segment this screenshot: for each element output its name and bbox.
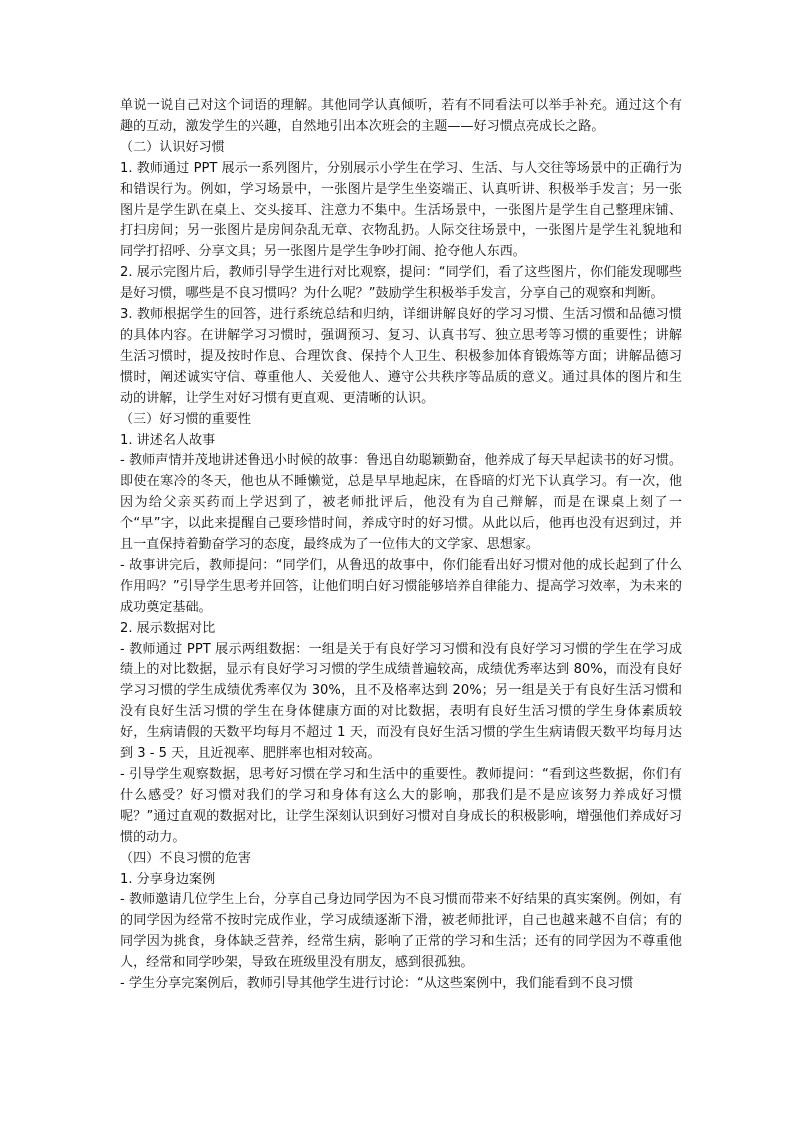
section-heading-bad-habits-harm: （四）不良习惯的危害 [120,850,251,866]
subheading-data-comparison: 2. 展示数据对比 [120,620,216,636]
paragraph-data-question: - 引导学生观察数据，思考好习惯在学习和生活中的重要性。教师提问：“看到这些数据，你们有什么感受？好习惯对我们的学习和身体有这么大的影响，那我们是不是应该努力养成好习惯呢？”通过直观的数据对比，让学生深刻认识到好习惯对自身成长的积极影响，增强他们养成好习惯的动力。 [120,767,682,845]
intro-paragraph: 单说一说自己对这个词语的理解。其他同学认真倾听，若有不同看法可以举手补充。通过这个有趣的互动，激发学生的兴趣，自然地引出本次班会的主题——好习惯点亮成长之路。 [120,98,682,134]
paragraph-luxun-story: - 教师声情并茂地讲述鲁迅小时候的故事：鲁迅自幼聪颖勤奋，他养成了每天早起读书的好习惯。即使在寒冷的冬天，他也从不睡懒觉，总是早早地起床，在昏暗的灯光下认真学习。有一次，他因为给父亲买药而上学迟到了，被老师批评后，他没有为自己辩解，而是在课桌上刻了一个“早”字，以此来提醒自己要珍惜时间，养成守时的好习惯。从此以后，他再也没有迟到过，并且一直保持着勤奋学习的态度，最终成为了一位伟大的文学家、思想家。 [120,453,682,553]
document-page [120,96,682,995]
paragraph-ppt-pictures: 1. 教师通过 PPT 展示一系列图片，分别展示小学生在学习、生活、与人交往等场景中的正确行为和错误行为。例如，学习场景中，一张图片是学生坐姿端正、认真听讲、积极举手发言；另一张图片是学生趴在桌上、交头接耳、注意力不集中。生活场景中，一张图片是学生自己整理床铺、打扫房间；另一张图片是房间杂乱无章、衣物乱扔。人际交往场景中，一张图片是学生礼貌地和同学打招呼、分享文具；另一张图片是学生争吵打闹、抢夺他人东西。 [120,160,682,260]
subheading-famous-story: 1. 讲述名人故事 [120,432,216,448]
section-heading-importance: （三）好习惯的重要性 [120,411,251,427]
section-heading-recognize-good-habits: （二）认识好习惯 [120,139,225,155]
subheading-share-cases: 1. 分享身边案例 [120,871,216,887]
paragraph-data-groups: - 教师通过 PPT 展示两组数据：一组是关于有良好学习习惯和没有良好学习习惯的学生在学习成绩上的对比数据，显示有良好学习习惯的学生成绩普遍较高，成绩优秀率达到 80%，而没有良好学习习惯的学生成绩优秀率仅为 30%，且不及格率达到 20%；另一组是关于有良好生活习惯和没有良好生活习惯的学生在身体健康方面的对比数据，表明有良好生活习惯的学生身体素质较好，生病请假的天数平均每月不超过 1 天，而没有良好生活习惯的学生生病请假天数平均每月达到 3 - 5 天，且近视率、肥胖率也相对较高。 [120,641,682,762]
paragraph-summary-habits: 3. 教师根据学生的回答，进行系统总结和归纳，详细讲解良好的学习习惯、生活习惯和品德习惯的具体内容。在讲解学习习惯时，强调预习、复习、认真书写、独立思考等习惯的重要性；讲解生活习惯时，提及按时作息、合理饮食、保持个人卫生、积极参加体育锻炼等方面；讲解品德习惯时，阐述诚实守信、尊重他人、关爱他人、遵守公共秩序等品质的意义。通过具体的图片和生动的讲解，让学生对好习惯有更直观、更清晰的认识。 [120,307,682,406]
paragraph-story-question: - 故事讲完后，教师提问：“同学们，从鲁迅的故事中，你们能看出好习惯对他的成长起到了什么作用吗？”引导学生思考并回答，让他们明白好习惯能够培养自律能力、提高学习效率，为未来的成功奠定基础。 [120,557,682,615]
paragraph-compare-observe: 2. 展示完图片后，教师引导学生进行对比观察，提问：“同学们，看了这些图片，你们能发现哪些是好习惯，哪些是不良习惯吗？为什么呢？”鼓励学生积极举手发言，分享自己的观察和判断。 [120,265,682,302]
paragraph-student-cases: - 教师邀请几位学生上台，分享自己身边同学因为不良习惯而带来不好结果的真实案例。例如，有的同学因为经常不按时完成作业，学习成绩逐渐下滑，被老师批评，自己也越来越不自信；有的同学因为挑食，身体缺乏营养，经常生病，影响了正常的学习和生活；还有的同学因为不尊重他人，经常和同学吵架，导致在班级里没有朋友，感到很孤独。 [120,892,682,971]
paragraph-discussion: - 学生分享完案例后，教师引导其他学生进行讨论：“从这些案例中，我们能看到不良习惯 [120,976,634,992]
